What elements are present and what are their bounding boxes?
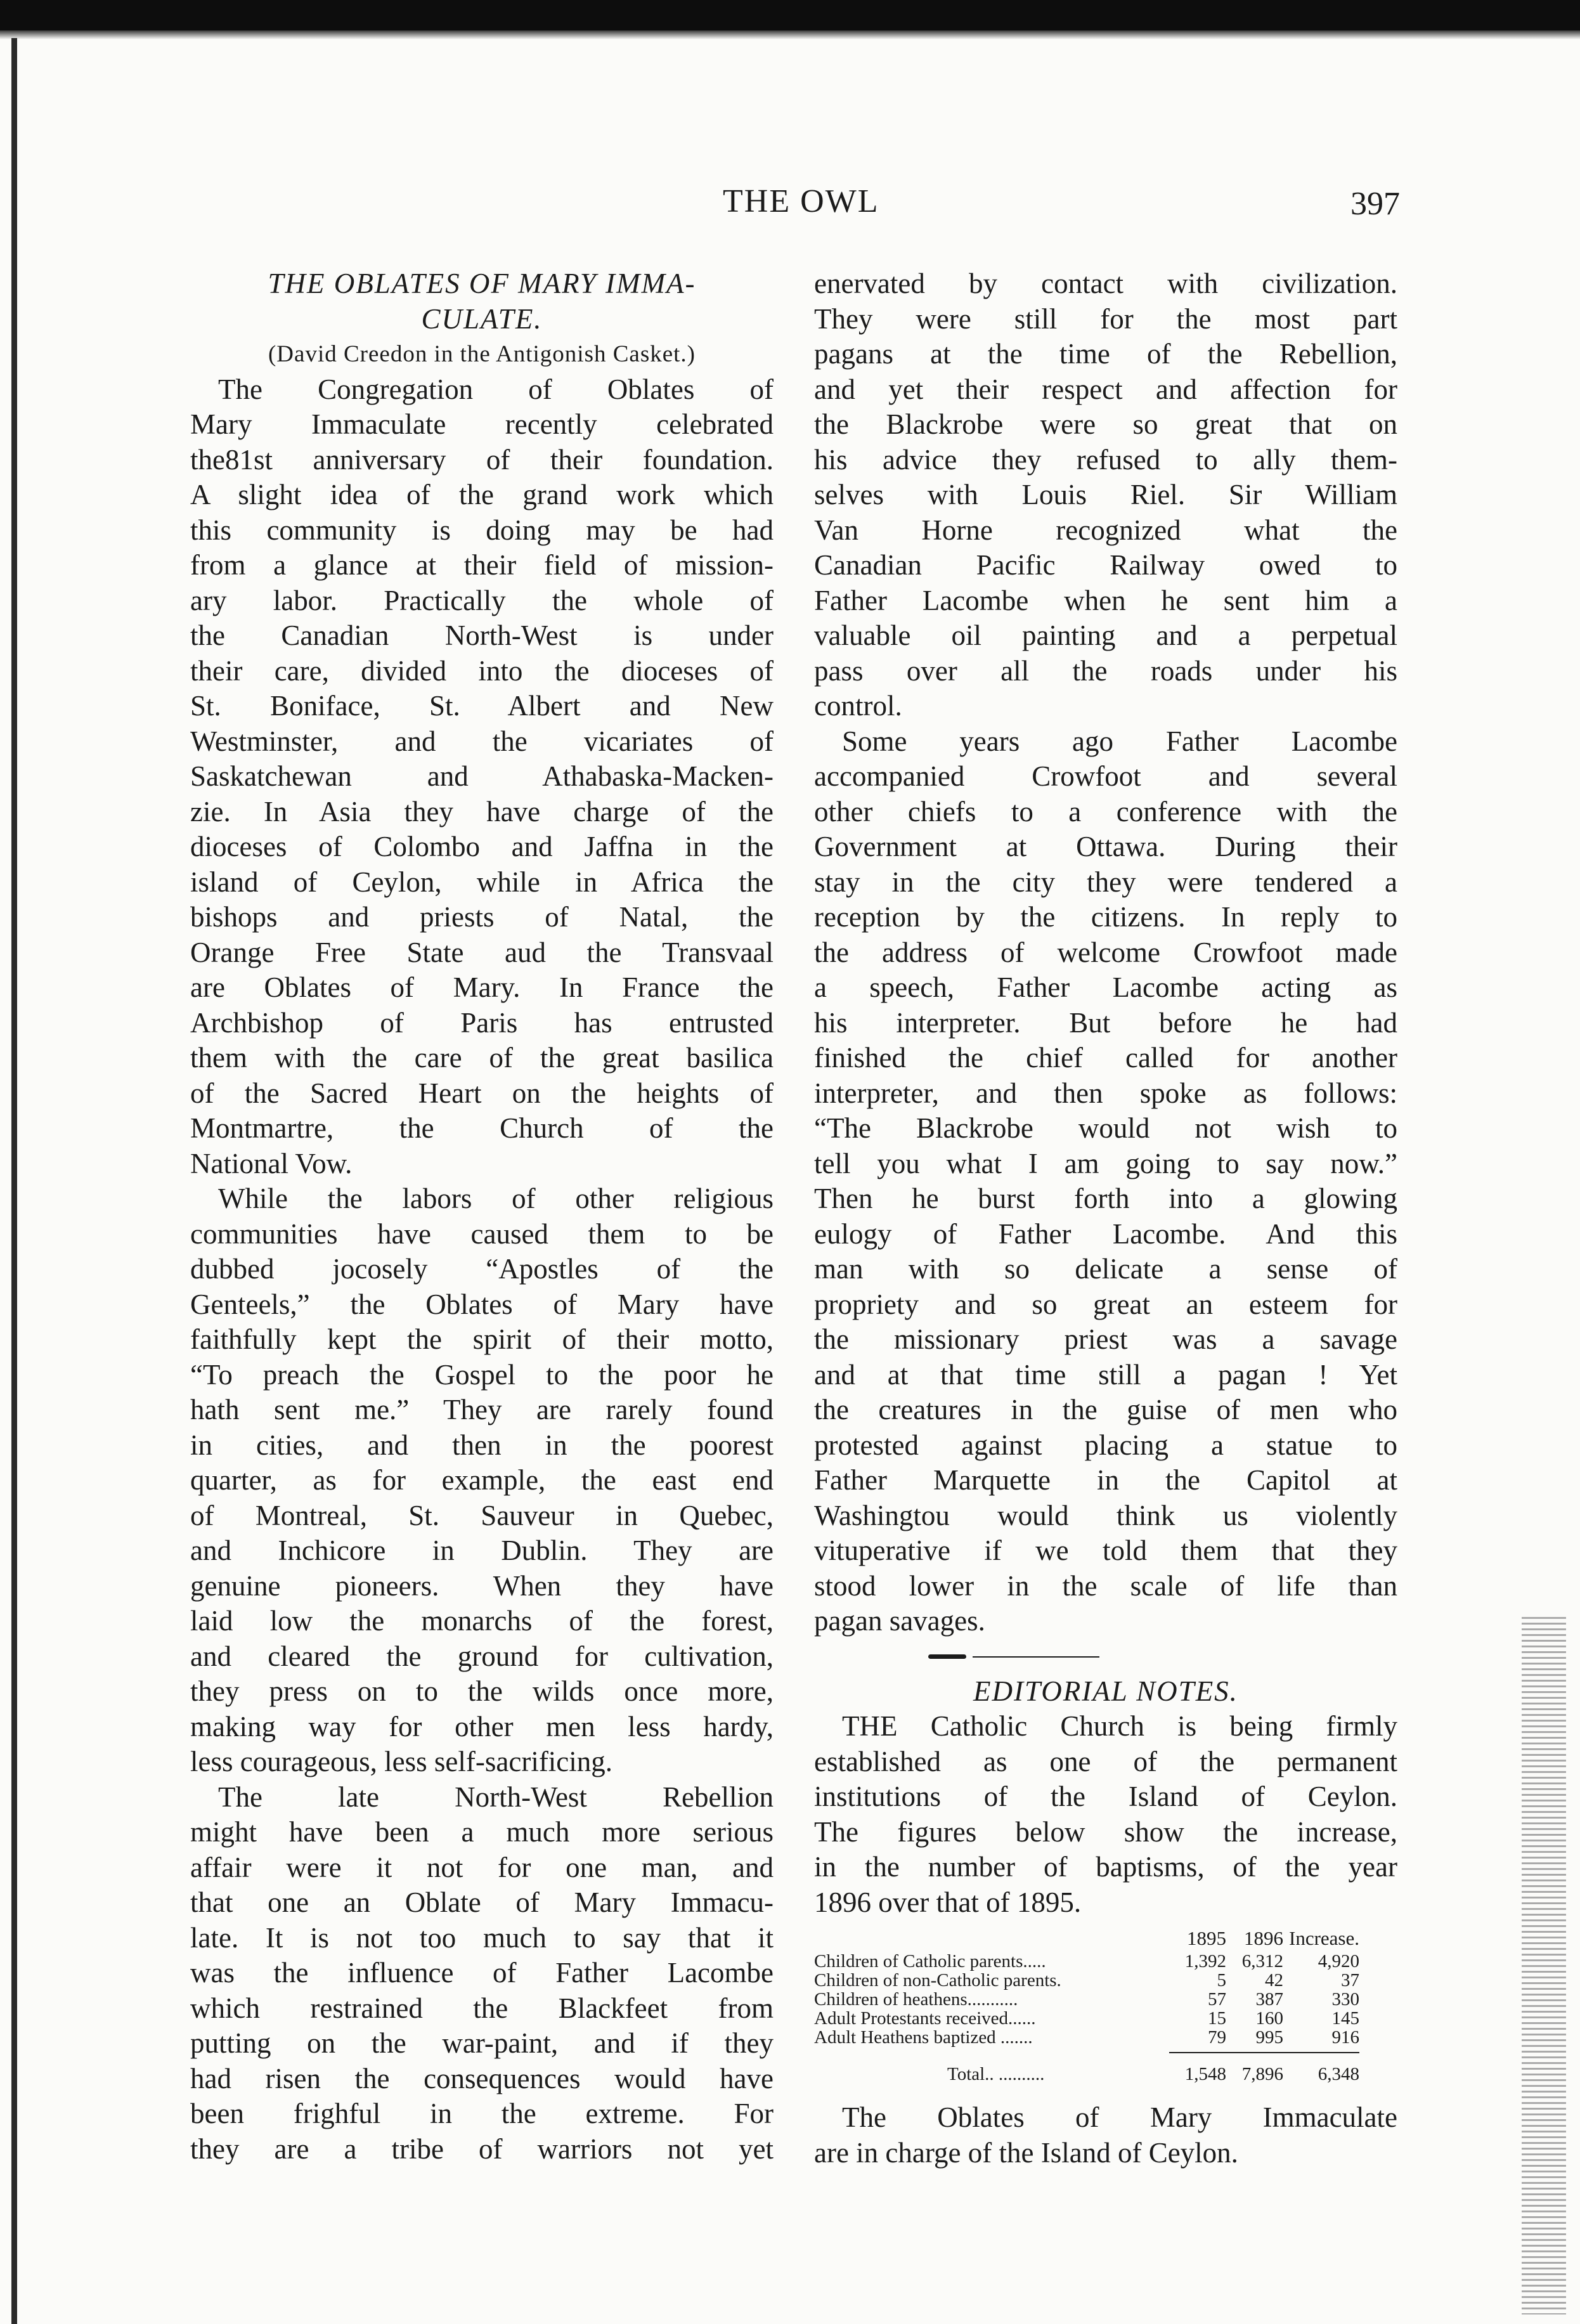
text-line: hath sent me.” They are rarely found [190,1394,774,1425]
text-line: valuable oil painting and a perpetual [814,620,1397,651]
page-number: 397 [1350,186,1400,222]
text-line: established as one of the permanent [814,1745,1397,1777]
text-line: Saskatchewan and Athabaska-Macken- [190,760,774,792]
table-row [814,1971,1397,1990]
editorial-title: EDITORIAL NOTES. [973,1675,1238,1707]
text-line: Government at Ottawa. During their [814,831,1397,862]
table-row-label: Children of heathens........... [814,1990,1018,2009]
text-line: Westminster, and the vicariates of [190,725,774,757]
section-divider [814,1639,1397,1674]
text-line: “To preach the Gospel to the poor he [190,1358,774,1391]
text-line: National Vow. [190,1147,353,1179]
text-line: late. It is not too much to say that it [190,1921,774,1954]
table-header-cell: 1895 [1187,1927,1226,1949]
divider-rule [973,1656,1099,1658]
table-row-label: Children of non-Catholic parents. [814,1971,1061,1990]
text-line: Archbishop of Paris has entrusted [190,1006,774,1039]
text-line: control. [814,690,902,722]
text-line: of the Sacred Heart on the heights of [190,1077,774,1109]
text-line: a speech, Father Lacombe acting as [814,971,1397,1003]
table-cell: 6,348 [1318,2064,1359,2084]
text-line: tell you what I am going to say now.” [814,1147,1397,1179]
text-line: and yet their respect and affection for [814,373,1397,405]
table-cell: 42 [1265,1970,1283,1990]
text-line: less courageous, less self-sacrificing. [190,1746,613,1777]
text-line: The Congregation of Oblates of [218,373,774,405]
text-line: Some years ago Father Lacombe [842,725,1397,757]
text-line: genuine pioneers. When they have [190,1569,774,1602]
table-cell: 330 [1331,1989,1359,2009]
text-line: institutions of the Island of Ceylon. [814,1781,1397,1812]
table-cell: 7,896 [1241,2064,1283,2084]
table-total-row [814,2065,1397,2090]
running-head [0,183,1580,233]
text-line: zie. In Asia they have charge of the [190,795,774,828]
text-line: accompanied Crowfoot and several [814,760,1397,792]
text-line: interpreter, and then spoke as follows: [814,1077,1397,1109]
text-line: stood lower in the scale of life than [814,1569,1397,1602]
text-line: bishops and priests of Natal, the [190,901,774,933]
table-cell: 1,392 [1184,1951,1226,1971]
text-line: putting on the war-paint, and if they [190,2027,774,2059]
text-line: A slight idea of the grand work which [190,479,774,510]
table-cell: 57 [1208,1989,1226,2009]
text-line: They were still for the most part [814,302,1397,335]
text-line: the Blackrobe were so great that on [814,408,1397,440]
left-column [190,266,774,2167]
text-line: Washingtou would think us violently [814,1499,1397,1531]
text-line: dubbed jocosely “Apostles of the [190,1253,774,1285]
text-line: Orange Free State aud the Transvaal [190,936,774,968]
table-cell: 5 [1217,1970,1226,1990]
text-line: island of Ceylon, while in Africa the [190,866,774,898]
text-line: they press on to the wilds once more, [190,1675,774,1707]
table-cell: 916 [1331,2027,1359,2048]
divider-ornament [928,1654,966,1659]
text-line: St. Boniface, St. Albert and New [190,690,774,722]
text-line: had risen the consequences would have [190,2062,774,2094]
table-cell: 6,312 [1241,1951,1283,1971]
text-line: quarter, as for example, the east end [190,1464,774,1496]
table-row-label: Adult Protestants received...... [814,2009,1036,2028]
text-line: faithfully kept the spirit of their motto, [190,1323,774,1355]
table-cell: 1,548 [1184,2064,1226,2084]
text-line: was the influence of Father Lacombe [190,1957,774,1989]
text-line: pagans at the time of the Rebellion, [814,338,1397,370]
text-line: other chiefs to a conference with the [814,795,1397,828]
table-cell: 145 [1331,2008,1359,2029]
text-line: from a glance at their field of mission- [190,549,774,581]
text-line: pass over all the roads under his [814,654,1397,687]
text-line: dioceses of Colombo and Jaffna in the [190,831,774,862]
text-line: ary labor. Practically the whole of [190,584,774,616]
text-line: stay in the city they were tendered a [814,866,1397,898]
text-line: While the labors of other religious [218,1183,774,1214]
text-line: they are a tribe of warriors not yet [190,2132,774,2165]
article-title-line: THE OBLATES OF MARY IMMA- [268,268,696,299]
table-cell: 4,920 [1318,1951,1359,1971]
text-line: affair were it not for one man, and [190,1851,774,1883]
text-line: the address of welcome Crowfoot made [814,936,1397,968]
table-cell: 160 [1255,2008,1283,2029]
text-line: his advice they refused to ally them- [814,443,1397,476]
text-line: Father Lacombe when he sent him a [814,584,1397,616]
text-line: and at that time still a pagan ! Yet [814,1358,1397,1391]
table-cell: 79 [1208,2027,1226,2048]
text-line: of Montreal, St. Sauveur in Quebec, [190,1499,774,1531]
text-line: finished the chief called for another [814,1042,1397,1074]
text-line: The figures below show the increase, [814,1815,1397,1848]
text-line: and Inchicore in Dublin. They are [190,1535,774,1566]
text-line: laid low the monarchs of the forest, [190,1605,774,1637]
table-cell: 387 [1255,1989,1283,2009]
table-header-cell: 1896 [1244,1927,1283,1949]
text-line: Then he burst forth into a glowing [814,1183,1397,1214]
scan-edge-artifacts [1522,1617,1566,2314]
table-row [814,2028,1397,2047]
text-line: Genteels,” the Oblates of Mary have [190,1288,774,1320]
text-line: propriety and so great an esteem for [814,1288,1397,1320]
text-line: eulogy of Father Lacombe. And this [814,1217,1397,1250]
text-line: The late North-West Rebellion [218,1781,774,1813]
scan-left-border [11,38,17,2324]
text-line: reception by the citizens. In reply to [814,901,1397,933]
table-cell: 37 [1341,1970,1359,1990]
text-line: and cleared the ground for cultivation, [190,1640,774,1672]
table-header-row [814,1929,1397,1952]
text-line: that one an Oblate of Mary Immacu- [190,1886,774,1918]
text-line: his interpreter. But before he had [814,1006,1397,1039]
text-line: Father Marquette in the Capitol at [814,1464,1397,1496]
journal-title: THE OWL [723,183,879,219]
article-byline: (David Creedon in the Antigonish Casket.) [268,341,696,367]
text-line: selves with Louis Riel. Sir William [814,479,1397,510]
table-total-rule [1169,2052,1359,2053]
text-line: the missionary priest was a savage [814,1323,1397,1355]
table-cell: 995 [1255,2027,1283,2048]
table-row-label: Adult Heathens baptized ....... [814,2028,1033,2047]
table-cell: 15 [1208,2008,1226,2029]
table-row [814,1952,1397,1971]
table-row [814,2009,1397,2028]
table-row-label: Children of Catholic parents..... [814,1952,1046,1971]
text-line: which restrained the Blackfeet from [190,1992,774,2024]
scan-top-shadow [0,30,1580,39]
text-line: might have been a much more serious [190,1816,774,1848]
text-line: man with so delicate a sense of [814,1253,1397,1285]
text-line: the81st anniversary of their foundation. [190,443,774,476]
table-total-label: Total.. .......... [947,2065,1045,2084]
text-line: Montmartre, the Church of the [190,1112,774,1144]
table-header-cell: Increase. [1289,1927,1359,1949]
text-line: protested against placing a statue to [814,1429,1397,1461]
text-line: been frighful in the extreme. For [190,2098,774,2129]
closing-paragraph [814,2100,1397,2171]
text-line: their care, divided into the dioceses of [190,654,774,687]
text-line: them with the care of the great basilica [190,1042,774,1074]
text-line: Van Horne recognized what the [814,514,1397,546]
text-line: enervated by contact with civilization. [814,268,1397,299]
text-line: in cities, and then in the poorest [190,1429,774,1461]
text-line: The Oblates of Mary Immaculate [842,2101,1397,2133]
text-line: Mary Immaculate recently celebrated [190,408,774,440]
article-title-line: CULATE. [421,302,543,335]
text-line: are Oblates of Mary. In France the [190,971,774,1003]
baptism-table [814,1929,1397,2090]
right-column [814,266,1397,2171]
text-line: making way for other men less hardy, [190,1710,774,1743]
text-line: THE Catholic Church is being firmly [842,1710,1397,1742]
text-line: pagan savages. [814,1605,985,1637]
text-line: are in charge of the Island of Ceylon. [814,2136,1238,2169]
text-line: “The Blackrobe would not wish to [814,1112,1397,1144]
scan-top-border [0,0,1580,30]
text-line: the Canadian North-West is under [190,620,774,651]
text-line: Canadian Pacific Railway owed to [814,549,1397,581]
text-line: in the number of baptisms, of the year [814,1851,1397,1883]
table-row [814,1990,1397,2009]
text-line: this community is doing may be had [190,514,774,546]
text-line: 1896 over that of 1895. [814,1886,1082,1918]
text-line: vituperative if we told them that they [814,1535,1397,1566]
text-line: communities have caused them to be [190,1217,774,1250]
table-header-spacer [814,1929,1169,1952]
text-line: the creatures in the guise of men who [814,1394,1397,1425]
